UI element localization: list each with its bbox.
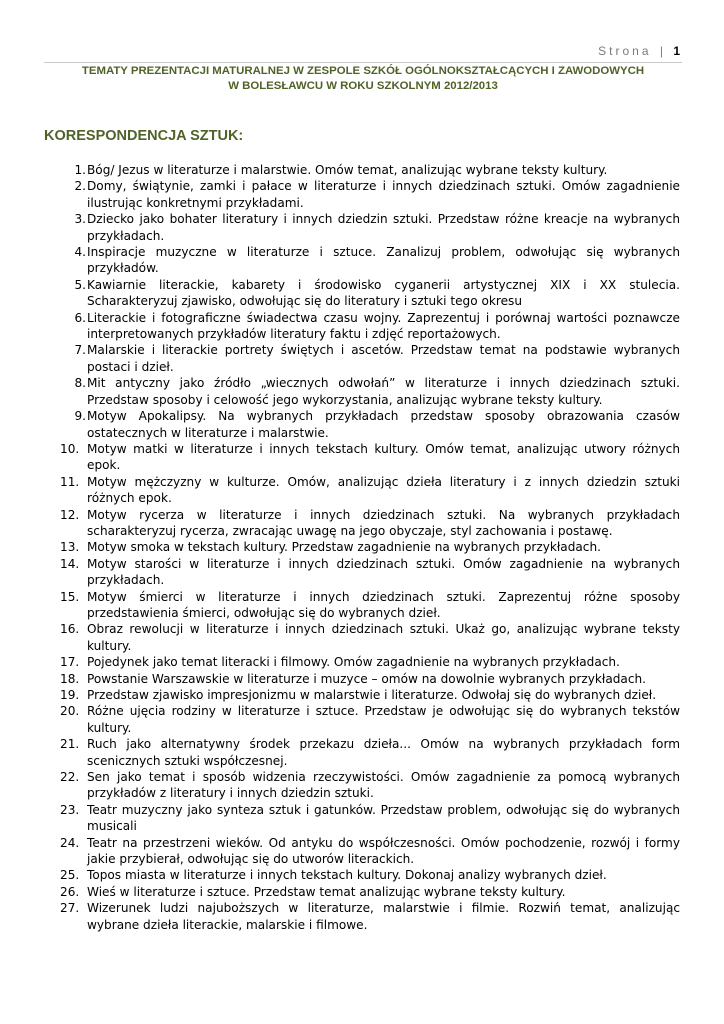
topic-item <box>58 671 680 687</box>
topic-text: Powstanie Warszawskie w literaturze i muzyce – omów na dowolnie wybranych przykładach. <box>87 671 647 686</box>
topic-number: 4. <box>74 245 86 260</box>
topic-number: 10. <box>60 441 80 456</box>
topic-item <box>58 884 680 900</box>
document-title-line-2: W BOLESŁAWCU W ROKU SZKOLNYM 2012/2013 <box>228 80 498 92</box>
document-title <box>44 64 682 94</box>
topic-number: 24. <box>60 835 80 850</box>
topic-text: Wieś w literaturze i sztuce. Przedstaw temat analizując wybrane teksty kultury. <box>87 884 566 899</box>
topic-number: 17. <box>60 655 80 670</box>
topic-item <box>58 556 680 589</box>
page-number: 1 <box>673 44 680 58</box>
topic-item <box>58 802 680 835</box>
topic-list <box>58 162 680 933</box>
topic-number: 27. <box>60 901 80 916</box>
topic-text: Sen jako temat i sposób widzenia rzeczywistości. Omów zagadnienie za pomocą wybranych przykładów z literatury i innych dziedzin sztuki. <box>87 770 680 801</box>
topic-item <box>58 211 680 244</box>
topic-number: 1. <box>74 163 86 177</box>
topic-number: 21. <box>60 737 80 752</box>
topic-item <box>58 178 680 211</box>
topic-number: 8. <box>74 376 86 391</box>
topic-text: Motyw Apokalipsy. Na wybranych przykładach przedstaw sposoby obrazowania czasów ostatecznych w literaturze i malarstwie. <box>87 409 680 440</box>
topic-number: 7. <box>74 343 86 358</box>
topic-text: Inspiracje muzyczne w literaturze i sztuce. Zanalizuj problem, odwołując się wybranych przykładów. <box>87 245 680 276</box>
topic-text: Motyw smoka w tekstach kultury. Przedstaw zagadnienie na wybranych przykładach. <box>87 540 601 555</box>
page-header <box>44 44 682 63</box>
topic-item <box>58 769 680 802</box>
topic-item <box>58 835 680 868</box>
topic-item <box>58 539 680 555</box>
section-heading: KORESPONDENCJA SZTUK: <box>44 128 244 144</box>
topic-item <box>58 867 680 883</box>
topic-item <box>58 244 680 277</box>
document-title-line-1: TEMATY PREZENTACJI MATURALNEJ W ZESPOLE SZKÓŁ OGÓLNOKSZTAŁCĄCYCH I ZAWODOWYCH <box>81 65 645 77</box>
topic-item <box>58 621 680 654</box>
topic-text: Motyw śmierci w literaturze i innych dziedzinach sztuki. Zaprezentuj różne sposoby przedstawienia śmierci, odwołując się do wybranych dzieł. <box>87 589 680 620</box>
topic-text: Obraz rewolucji w literaturze i innych dziedzinach sztuki. Ukaż go, analizując wybrane teksty kultury. <box>87 622 680 653</box>
topic-number: 9. <box>74 409 86 424</box>
topic-text: Mit antyczny jako źródło „wiecznych odwołań” w literaturze i innych dziedzinach sztuki. Przedstaw sposoby i celowość jego wykorzystania, analizując wybrane teksty kultury. <box>87 376 680 407</box>
topic-number: 25. <box>60 868 80 883</box>
topic-item <box>58 507 680 540</box>
topic-item <box>58 474 680 507</box>
page-word: Strona <box>598 44 652 58</box>
topic-text: Topos miasta w literaturze i innych tekstach kultury. Dokonaj analizy wybranych dzieł. <box>87 868 607 883</box>
topic-item <box>58 342 680 375</box>
topic-number: 5. <box>74 277 86 292</box>
page-number-label <box>598 44 680 58</box>
topic-text: Przedstaw zjawisko impresjonizmu w malarstwie i literaturze. Odwołaj się do wybranych dzieł. <box>87 688 657 702</box>
topic-item <box>58 441 680 474</box>
topic-number: 19. <box>60 688 80 702</box>
topic-number: 13. <box>60 540 80 555</box>
topic-text: Bóg/ Jezus w literaturze i malarstwie. Omów temat, analizując wybrane teksty kultury. <box>87 163 608 177</box>
topic-text: Motyw rycerza w literaturze i innych dziedzinach sztuki. Na wybranych przykładach scharakteryzuj rycerza, zwracając uwagę na jego obyczaje, styl zachowania i postawę. <box>87 507 680 538</box>
topic-number: 16. <box>60 622 80 637</box>
topic-item <box>58 654 680 670</box>
topic-number: 20. <box>60 704 80 719</box>
topic-item <box>58 162 680 178</box>
topic-item <box>58 375 680 408</box>
topic-number: 26. <box>60 884 80 899</box>
topic-item <box>58 900 680 933</box>
topic-text: Dziecko jako bohater literatury i innych dziedzin sztuki. Przedstaw różne kreacje na wybranych przykładach. <box>87 212 680 243</box>
topic-text: Motyw matki w literaturze i innych tekstach kultury. Omów temat, analizując utwory różnych epok. <box>87 441 680 473</box>
topic-item <box>58 703 680 736</box>
topic-number: 6. <box>74 310 86 325</box>
topic-text: Domy, świątynie, zamki i pałace w literaturze i innych dziedzinach sztuki. Omów zagadnienie ilustrując konkretnymi przykładami. <box>87 179 680 210</box>
topic-text: Teatr muzyczny jako synteza sztuk i gatunków. Przedstaw problem, odwołując się do wybranych musicali <box>87 802 680 834</box>
topic-number: 12. <box>60 507 80 522</box>
topic-item <box>58 408 680 441</box>
topic-text: Teatr na przestrzeni wieków. Od antyku do współczesności. Omów pochodzenie, rozwój i formy jakie przybierał, odwołując się do utworów literackich. <box>87 835 680 867</box>
topic-text: Kawiarnie literackie, kabarety i środowisko cyganerii artystycznej XIX i XX stulecia. Scharakteryzuj zjawisko, odwołując się do literatury i sztuki tego okresu <box>87 277 680 309</box>
topic-text: Różne ujęcia rodziny w literaturze i sztuce. Przedstaw je odwołując się do wybranych tekstów kultury. <box>87 704 680 735</box>
topic-item <box>58 736 680 769</box>
topic-text: Pojedynek jako temat literacki i filmowy. Omów zagadnienie na wybranych przykładach. <box>87 655 620 670</box>
topic-number: 2. <box>74 179 86 194</box>
topic-number: 18. <box>60 671 80 686</box>
topic-text: Motyw mężczyzny w kulturze. Omów, analizując dzieła literatury i z innych dziedzin sztuki różnych epok. <box>87 474 680 506</box>
topic-number: 14. <box>60 556 80 571</box>
topic-text: Motyw starości w literaturze i innych dziedzinach sztuki. Omów zagadnienie na wybranych przykładach. <box>87 556 680 588</box>
topic-number: 23. <box>60 802 80 817</box>
topic-item <box>58 589 680 622</box>
topic-item <box>58 277 680 310</box>
topic-number: 22. <box>60 770 80 785</box>
topic-text: Literackie i fotograficzne świadectwa czasu wojny. Zaprezentuj i porównaj wartości poznawcze interpretowanych przykładów literatury faktu i zdjęć reportażowych. <box>87 310 680 342</box>
topic-text: Malarskie i literackie portrety świętych i ascetów. Przedstaw temat na podstawie wybranych postaci i dzieł. <box>87 343 680 374</box>
topic-number: 3. <box>74 212 86 227</box>
topic-text: Wizerunek ludzi najuboższych w literaturze, malarstwie i filmie. Rozwiń temat, analizując wybrane dzieła literackie, malarskie i filmowe. <box>87 901 680 932</box>
page-separator: | <box>659 44 663 58</box>
topic-number: 11. <box>60 474 80 489</box>
topic-item <box>58 687 680 703</box>
topic-text: Ruch jako alternatywny środek przekazu dzieła... Omów na wybranych przykładach form scenicznych sztuki współczesnej. <box>87 737 680 768</box>
topic-number: 15. <box>60 589 80 604</box>
topic-item <box>58 310 680 343</box>
